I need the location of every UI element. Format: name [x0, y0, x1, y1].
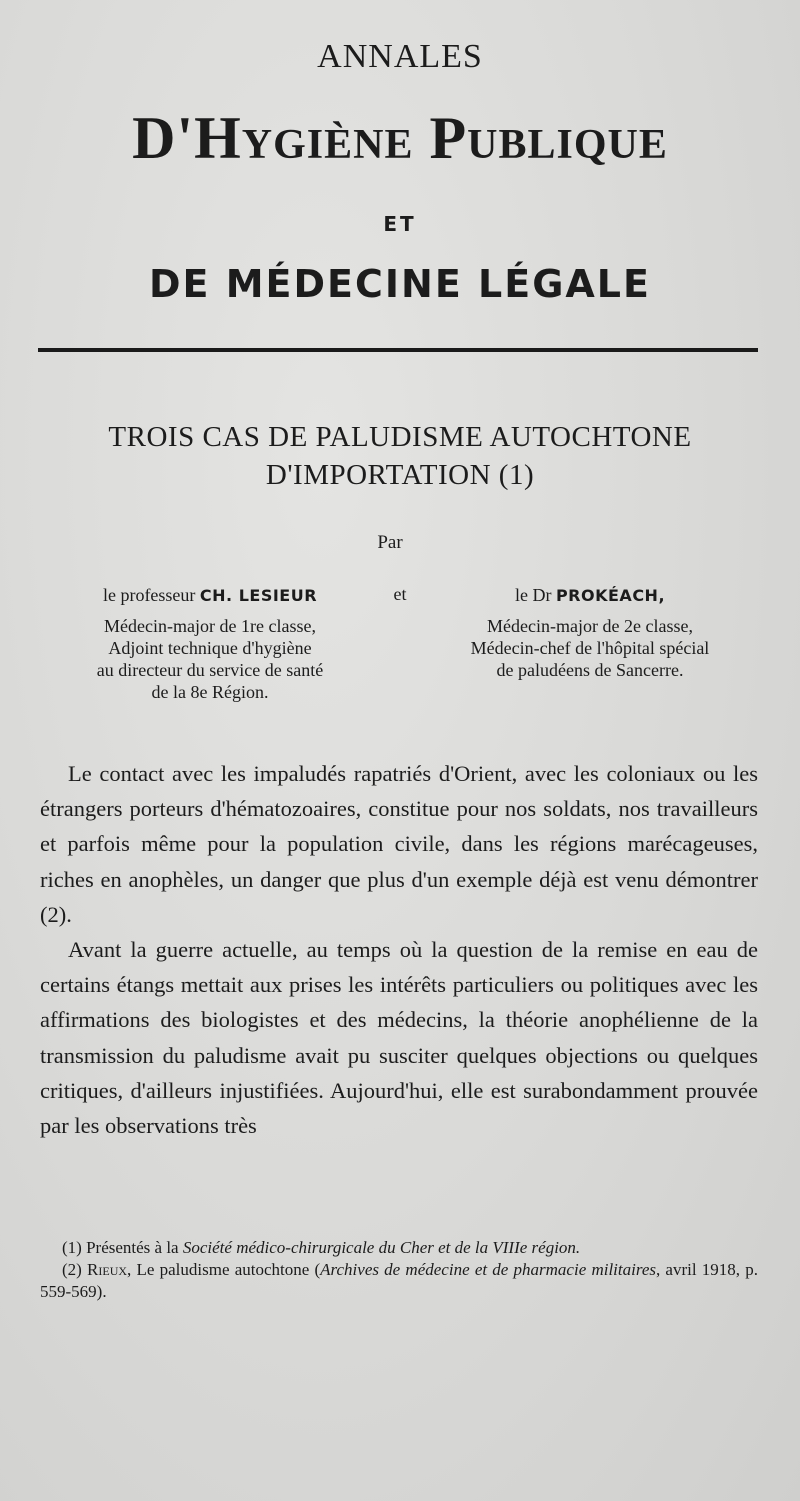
author-affiliation: Médecin-major de 1re classe, — [104, 616, 316, 636]
author-name: PROKÉACH, — [555, 586, 666, 605]
journal-title-annales: ANNALES — [317, 38, 483, 75]
footnote-text: Présentés à la — [86, 1238, 179, 1257]
journal-title-hygiene: D'Hygiène Publique — [132, 105, 668, 171]
author-affiliation: Médecin-chef de l'hôpital spécial — [470, 638, 710, 658]
footnote-tail: , avril 1918, p. 559-569). — [40, 1260, 758, 1301]
article-title-line-1: TROIS CAS DE PALUDISME AUTOCHTONE — [108, 421, 692, 453]
footnote-italic: Archives de médecine et de pharmacie militaires — [320, 1260, 656, 1279]
author-prefix: le professeur — [102, 585, 196, 605]
footnote-marker: (2) — [62, 1260, 82, 1279]
article-title — [40, 418, 760, 494]
author-affiliation: de paludéens de Sancerre. — [496, 660, 684, 680]
journal-title-medecine: DE MÉDECINE LÉGALE — [149, 262, 651, 306]
footnote-italic: Société médico-chirurgicale du Cher et de la VIIIe région. — [182, 1238, 581, 1257]
author-affiliation: Adjoint technique d'hygiène — [108, 638, 312, 658]
author-prefix: le Dr — [514, 585, 552, 605]
journal-title-et: ET — [383, 212, 417, 236]
article-title-line-2: D'IMPORTATION (1) — [265, 459, 535, 491]
header-rule — [38, 348, 758, 352]
author-block-prokeach — [410, 584, 770, 681]
author-name: CH. LESIEUR — [199, 586, 318, 605]
footnote-2 — [40, 1259, 758, 1303]
byline-par: Par — [377, 532, 403, 553]
author-name-line — [40, 584, 380, 607]
author-block-lesieur — [40, 584, 380, 703]
author-name-line — [410, 584, 770, 607]
body-paragraph: Avant la guerre actuelle, au temps où la question de la remise en eau de certains étangs mettait aux prises les intérêts particuliers ou politiques avec les affirmations des biologistes et des médecins, la théorie anophélienne de la transmission du paludisme avait pu susciter quelques objections ou quelques critiques, d'ailleurs injustifiées. Aujourd'hui, elle est surabondamment prouvée par les observations très — [40, 937, 758, 1139]
footnote-1 — [40, 1237, 758, 1259]
footnotes — [40, 1237, 758, 1303]
author-conjunction: et — [393, 584, 407, 604]
footnote-marker: (1) — [62, 1238, 82, 1257]
author-affiliation: Médecin-major de 2e classe, — [487, 616, 693, 636]
footnote-author: Rieux, — [87, 1260, 132, 1279]
article-body — [40, 756, 758, 1143]
body-paragraph: Le contact avec les impaludés rapatriés d'Orient, avec les coloniaux ou les étrangers porteurs d'hématozoaires, constitue pour nos soldats, nos travailleurs et parfois même pour la population civile, dans les régions marécageuses, riches en anophèles, un danger que plus d'un exemple déjà est venu démontrer (2). — [40, 761, 758, 927]
author-affiliation: au directeur du service de santé — [96, 660, 324, 680]
footnote-text: Le paludisme autochtone ( — [136, 1260, 321, 1279]
author-affiliation: de la 8e Région. — [151, 682, 269, 702]
